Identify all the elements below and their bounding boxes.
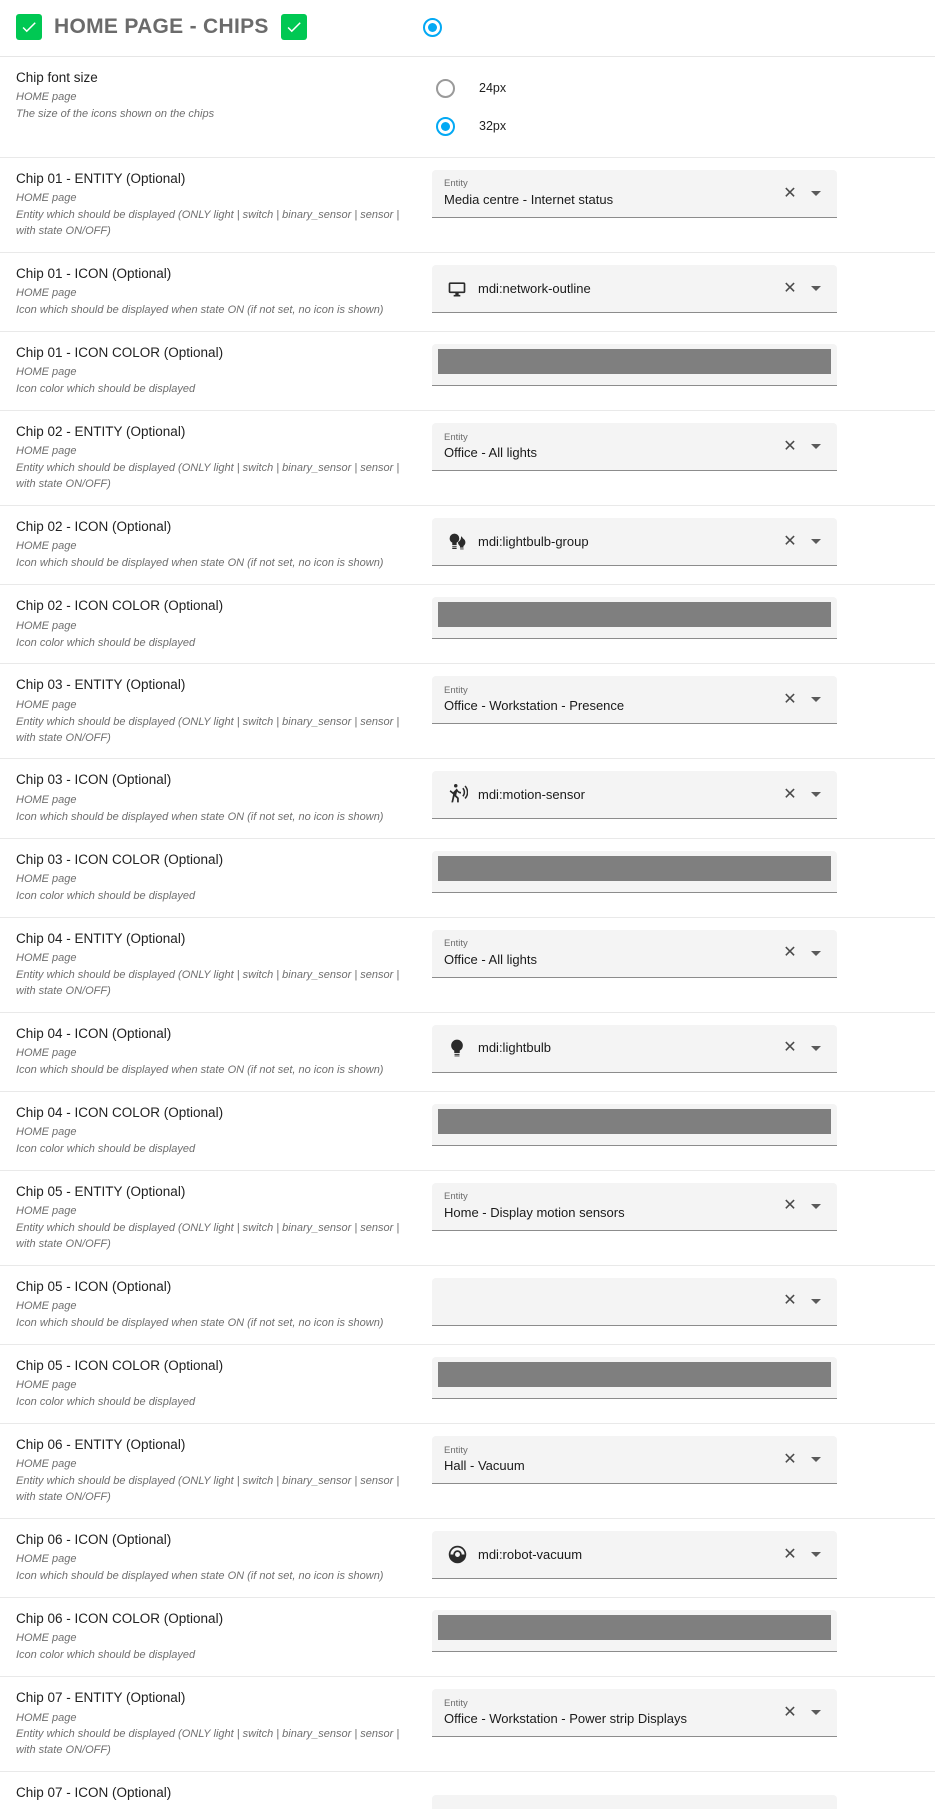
row-chip04-icon-labels (0, 1013, 432, 1091)
row-chip06-entity-labels (0, 1424, 432, 1518)
chip04-entity-text (444, 939, 771, 967)
label-chip05-icon-page: HOME page (16, 1300, 77, 1313)
label-chip05-entity: Chip 05 - ENTITY (Optional) (16, 1183, 186, 1199)
label-chip07-icon: Chip 07 - ICON (Optional) (16, 1785, 172, 1801)
label-chip03-color: Chip 03 - ICON COLOR (Optional) (16, 851, 224, 867)
clear-icon[interactable]: ✕ (777, 276, 803, 302)
chip04-entity-actions (777, 940, 829, 966)
label-chip05-color-page: HOME page (16, 1379, 77, 1392)
row-chip06-entity (0, 1424, 935, 1519)
label-chip-font-size-description: The size of the icons shown on the chips (16, 108, 215, 121)
row-chip04-color-control (432, 1092, 935, 1158)
row-chip06-color-labels (0, 1598, 432, 1676)
chip-font-size-radio-group (432, 57, 935, 157)
row-chip05-icon-labels (0, 1266, 432, 1344)
row-chip02-icon-control (432, 506, 935, 578)
chip02-entity-text (444, 433, 771, 461)
chip03-icon-actions (777, 782, 829, 808)
clear-icon[interactable]: ✕ (777, 1700, 803, 1726)
label-chip01-entity: Chip 01 - ENTITY (Optional) (16, 171, 186, 186)
chip04-entity-float-label: Entity (444, 939, 468, 950)
clear-icon[interactable]: ✕ (777, 940, 803, 966)
label-chip06-color: Chip 06 - ICON COLOR (Optional) (16, 1611, 224, 1627)
label-chip05-icon: Chip 05 - ICON (Optional) (16, 1278, 172, 1294)
row-chip02-color-labels (0, 585, 432, 663)
row-chip07-entity (0, 1677, 935, 1772)
chevron-down-icon[interactable] (803, 1700, 829, 1726)
row-chip03-color-control (432, 839, 935, 905)
chevron-down-icon[interactable] (803, 529, 829, 555)
color-swatch[interactable] (438, 856, 831, 881)
clear-icon[interactable]: ✕ (777, 1288, 803, 1314)
row-chip05-color (0, 1345, 935, 1424)
chip05-entity-select[interactable] (432, 1183, 837, 1231)
color-swatch[interactable] (438, 349, 831, 374)
chip01-icon-text (478, 281, 771, 297)
chip06-entity-actions (777, 1447, 829, 1473)
chip05-color-picker[interactable] (432, 1357, 837, 1399)
chip06-icon-text (478, 1547, 771, 1563)
label-chip01-icon-description: Icon which should be displayed when state ON (if not set, no icon is shown) (16, 304, 384, 317)
label-chip07-entity-description: Entity which should be displayed (ONLY light | switch | binary_sensor | sensor | with state ON/OFF) (16, 1728, 400, 1757)
chip03-entity-float-label: Entity (444, 685, 468, 696)
chip05-icon-select[interactable] (432, 1278, 837, 1326)
row-chip03-entity-labels (0, 664, 432, 758)
checkbox-checked-icon-left[interactable] (16, 14, 42, 40)
label-chip01-color-page: HOME page (16, 366, 77, 379)
row-chip06-entity-control (432, 1424, 935, 1496)
chip06-entity-value: Hall - Vacuum (444, 1458, 525, 1474)
label-chip01-color: Chip 01 - ICON COLOR (Optional) (16, 345, 224, 361)
chip04-icon-text (478, 1040, 771, 1056)
label-chip02-entity: Chip 02 - ENTITY (Optional) (16, 424, 186, 440)
chip01-entity-actions (777, 181, 829, 207)
clear-icon[interactable]: ✕ (777, 1193, 803, 1219)
label-chip01-icon: Chip 01 - ICON (Optional) (16, 266, 172, 282)
row-chip04-color-labels (0, 1092, 432, 1170)
label-chip03-icon-description: Icon which should be displayed when state ON (if not set, no icon is shown) (16, 810, 384, 823)
label-chip04-icon: Chip 04 - ICON (Optional) (16, 1025, 172, 1041)
row-chip02-color-control (432, 585, 935, 651)
chevron-down-icon[interactable] (803, 276, 829, 302)
chip05-entity-float-label: Entity (444, 1192, 468, 1203)
row-chip01-entity-labels (0, 158, 432, 252)
radio-24px-label: 24px (479, 81, 507, 95)
lightbulb-icon (444, 1038, 470, 1058)
label-chip06-icon-description: Icon which should be displayed when state ON (if not set, no icon is shown) (16, 1570, 384, 1583)
color-swatch[interactable] (438, 602, 831, 627)
label-chip02-color: Chip 02 - ICON COLOR (Optional) (16, 598, 224, 614)
label-chip02-icon-description: Icon which should be displayed when state ON (if not set, no icon is shown) (16, 557, 384, 570)
color-swatch[interactable] (438, 1109, 831, 1134)
chip05-entity-text (444, 1192, 771, 1220)
row-chip02-entity-labels (0, 411, 432, 505)
label-chip05-entity-page: HOME page (16, 1205, 77, 1218)
row-chip07-entity-labels (0, 1677, 432, 1771)
chip01-icon-value: mdi:network-outline (478, 280, 591, 296)
chip03-icon-value: mdi:motion-sensor (478, 787, 585, 803)
lightbulb-group-icon (444, 531, 470, 552)
clear-icon[interactable]: ✕ (777, 1542, 803, 1568)
row-chip06-icon (0, 1519, 935, 1598)
chip05-icon-actions (777, 1288, 829, 1314)
radio-32px-label: 32px (479, 119, 507, 133)
label-chip05-color-description: Icon color which should be displayed (16, 1396, 196, 1409)
row-chip05-entity-labels (0, 1171, 432, 1265)
motion-sensor-icon (444, 784, 470, 805)
label-chip03-color-description: Icon color which should be displayed (16, 889, 196, 902)
chip03-entity-select[interactable] (432, 676, 837, 724)
chip03-icon-text (478, 787, 771, 803)
row-chip02-color (0, 585, 935, 664)
chevron-down-icon[interactable] (803, 1288, 829, 1314)
label-chip05-entity-description: Entity which should be displayed (ONLY light | switch | binary_sensor | sensor | with state ON/OFF) (16, 1222, 400, 1250)
label-chip05-icon-description: Icon which should be displayed when state ON (if not set, no icon is shown) (16, 1317, 384, 1330)
chevron-down-icon[interactable] (803, 782, 829, 808)
row-chip04-entity-control (432, 918, 935, 990)
chip01-entity-select[interactable] (432, 170, 837, 218)
label-chip04-color: Chip 04 - ICON COLOR (Optional) (16, 1104, 224, 1120)
chip04-icon-select[interactable] (432, 1025, 837, 1073)
row-chip05-entity (0, 1171, 935, 1266)
checkbox-checked-icon-right[interactable] (281, 14, 307, 40)
label-chip04-icon-page: HOME page (16, 1046, 77, 1059)
row-chip02-entity-control (432, 411, 935, 483)
row-chip06-color (0, 1598, 935, 1677)
row-chip06-icon-labels (0, 1519, 432, 1597)
chip04-icon-actions (777, 1035, 829, 1061)
label-chip-font-size-page: HOME page (16, 91, 77, 104)
chip01-entity-text (444, 179, 771, 207)
chip03-color-picker[interactable] (432, 851, 837, 893)
chip02-icon-text (478, 534, 771, 550)
chip03-icon-select[interactable] (432, 771, 837, 819)
header-radio-selected[interactable] (423, 18, 442, 37)
chip07-entity-text (444, 1699, 771, 1727)
row-chip03-entity-control (432, 664, 935, 736)
chip06-icon-value: mdi:robot-vacuum (478, 1546, 583, 1562)
chip02-color-picker[interactable] (432, 597, 837, 639)
chip07-entity-value: Office - Workstation - Power strip Displays (444, 1711, 687, 1727)
row-chip02-icon-labels (0, 506, 432, 584)
row-chip02-icon (0, 506, 935, 585)
label-chip06-entity: Chip 06 - ENTITY (Optional) (16, 1437, 186, 1453)
chip02-entity-select[interactable] (432, 423, 837, 471)
chevron-down-icon[interactable] (803, 1193, 829, 1219)
row-chip03-color (0, 839, 935, 918)
label-chip02-icon: Chip 02 - ICON (Optional) (16, 519, 172, 535)
label-chip03-color-page: HOME page (16, 872, 77, 885)
label-chip03-entity-page: HOME page (16, 698, 77, 711)
label-chip03-icon: Chip 03 - ICON (Optional) (16, 772, 172, 788)
row-chip01-color (0, 332, 935, 411)
chip02-icon-select[interactable] (432, 518, 837, 566)
chip02-entity-actions (777, 434, 829, 460)
chip07-entity-actions (777, 1700, 829, 1726)
row-chip07-icon-control (432, 1772, 935, 1820)
row-chip07-icon-labels (0, 1772, 432, 1802)
label-chip02-color-description: Icon color which should be displayed (16, 636, 196, 649)
label-chip06-entity-description: Entity which should be displayed (ONLY light | switch | binary_sensor | sensor | with state ON/OFF) (16, 1475, 400, 1504)
chip04-entity-value: Office - All lights (444, 951, 537, 967)
row-chip05-icon (0, 1266, 935, 1345)
label-chip-font-size: Chip font size (16, 70, 98, 85)
row-chip01-entity-control (432, 158, 935, 230)
clear-icon[interactable]: ✕ (777, 529, 803, 555)
chip01-icon-select[interactable] (432, 265, 837, 313)
label-chip04-entity: Chip 04 - ENTITY (Optional) (16, 930, 186, 946)
label-chip06-icon-page: HOME page (16, 1553, 77, 1566)
label-chip02-entity-page: HOME page (16, 445, 77, 458)
chip03-entity-text (444, 686, 771, 714)
row-chip04-entity-labels (0, 918, 432, 1012)
label-chip04-color-description: Icon color which should be displayed (16, 1142, 196, 1155)
label-chip02-color-page: HOME page (16, 619, 77, 632)
header-radio-group (419, 18, 919, 37)
row-chip07-entity-control (432, 1677, 935, 1749)
label-chip01-entity-page: HOME page (16, 192, 77, 205)
label-chip01-icon-page: HOME page (16, 287, 77, 300)
chevron-down-icon[interactable] (803, 940, 829, 966)
clear-icon[interactable]: ✕ (777, 181, 803, 207)
color-swatch[interactable] (438, 1615, 831, 1640)
label-chip04-entity-page: HOME page (16, 951, 77, 964)
label-chip04-entity-description: Entity which should be displayed (ONLY light | switch | binary_sensor | sensor | with state ON/OFF) (16, 968, 400, 997)
chip06-entity-text (444, 1446, 771, 1474)
chip04-entity-select[interactable] (432, 930, 837, 978)
network-outline-icon (444, 279, 470, 299)
row-chip-font-size-labels (0, 57, 432, 135)
row-chip05-icon-control (432, 1266, 935, 1338)
row-chip03-color-labels (0, 839, 432, 917)
chip01-color-picker[interactable] (432, 344, 837, 386)
label-chip06-entity-page: HOME page (16, 1458, 77, 1471)
radio-32px[interactable] (436, 117, 455, 136)
chip04-icon-value: mdi:lightbulb (478, 1040, 551, 1056)
chip05-entity-value: Home - Display motion sensors (444, 1204, 625, 1220)
chevron-down-icon[interactable] (803, 434, 829, 460)
row-chip01-color-labels (0, 332, 432, 410)
label-chip01-color-description: Icon color which should be displayed (16, 383, 196, 396)
chevron-down-icon[interactable] (803, 1542, 829, 1568)
label-chip01-entity-description: Entity which should be displayed (ONLY light | switch | binary_sensor | sensor | with state ON/OFF) (16, 209, 400, 238)
chevron-down-icon[interactable] (803, 181, 829, 207)
radio-option-32px[interactable] (432, 107, 919, 145)
row-chip01-icon-labels (0, 253, 432, 331)
chip02-entity-value: Office - All lights (444, 445, 537, 461)
robot-vacuum-icon (444, 1544, 470, 1565)
row-chip04-icon-control (432, 1013, 935, 1085)
label-chip06-color-page: HOME page (16, 1632, 77, 1645)
label-chip02-entity-description: Entity which should be displayed (ONLY light | switch | binary_sensor | sensor | with state ON/OFF) (16, 462, 400, 491)
row-chip03-icon-labels (0, 759, 432, 837)
row-chip06-color-control (432, 1598, 935, 1664)
label-chip05-color: Chip 05 - ICON COLOR (Optional) (16, 1358, 224, 1373)
label-chip07-entity-page: HOME page (16, 1711, 77, 1724)
row-chip-font-size (0, 57, 935, 158)
clear-icon[interactable]: ✕ (777, 434, 803, 460)
chip06-entity-select[interactable] (432, 1436, 837, 1484)
row-chip05-color-labels (0, 1345, 432, 1423)
chip03-entity-actions (777, 687, 829, 713)
label-chip06-color-description: Icon color which should be displayed (16, 1649, 196, 1662)
section-header-row (0, 0, 935, 57)
row-chip03-entity (0, 664, 935, 759)
chevron-down-icon[interactable] (803, 1035, 829, 1061)
radio-option-24px[interactable] (432, 69, 919, 107)
chip07-entity-select[interactable] (432, 1689, 837, 1737)
label-chip07-entity: Chip 07 - ENTITY (Optional) (16, 1690, 186, 1706)
chip07-entity-float-label: Entity (444, 1698, 468, 1709)
row-chip04-icon (0, 1013, 935, 1092)
clear-icon[interactable]: ✕ (777, 687, 803, 713)
label-chip06-icon: Chip 06 - ICON (Optional) (16, 1532, 172, 1548)
radio-24px[interactable] (436, 79, 455, 98)
clear-icon[interactable]: ✕ (777, 1035, 803, 1061)
row-chip05-entity-control (432, 1171, 935, 1243)
row-chip05-color-control (432, 1345, 935, 1411)
row-chip06-icon-control (432, 1519, 935, 1591)
chip05-entity-actions (777, 1193, 829, 1219)
chip06-icon-select[interactable] (432, 1531, 837, 1579)
chip02-icon-value: mdi:lightbulb-group (478, 533, 589, 549)
row-chip03-icon-control (432, 759, 935, 831)
row-chip03-icon (0, 759, 935, 838)
label-chip02-icon-page: HOME page (16, 540, 77, 553)
chip07-icon-select[interactable] (432, 1795, 837, 1809)
label-chip04-color-page: HOME page (16, 1126, 77, 1138)
label-chip03-icon-page: HOME page (16, 793, 77, 806)
chip01-entity-float-label: Entity (444, 179, 468, 190)
row-chip04-entity (0, 918, 935, 1013)
row-chip07-icon (0, 1772, 935, 1820)
chevron-down-icon[interactable] (803, 1447, 829, 1473)
row-chip01-icon (0, 253, 935, 332)
chip06-icon-actions (777, 1542, 829, 1568)
row-chip04-color (0, 1092, 935, 1171)
row-chip01-entity (0, 158, 935, 253)
chip02-entity-float-label: Entity (444, 432, 468, 443)
clear-icon[interactable]: ✕ (777, 782, 803, 808)
row-chip01-color-control (432, 332, 935, 398)
chip06-color-picker[interactable] (432, 1610, 837, 1652)
color-swatch[interactable] (438, 1362, 831, 1387)
label-chip04-icon-description: Icon which should be displayed when state ON (if not set, no icon is shown) (16, 1063, 384, 1076)
chip02-icon-actions (777, 529, 829, 555)
label-chip03-entity-description: Entity which should be displayed (ONLY light | switch | binary_sensor | sensor | with state ON/OFF) (16, 715, 400, 744)
chevron-down-icon[interactable] (803, 687, 829, 713)
chip06-entity-float-label: Entity (444, 1445, 468, 1456)
label-chip03-entity: Chip 03 - ENTITY (Optional) (16, 677, 186, 693)
page-title: HOME PAGE - CHIPS (54, 15, 269, 38)
row-chip02-entity (0, 411, 935, 506)
row-chip01-icon-control (432, 253, 935, 325)
chip03-entity-value: Office - Workstation - Presence (444, 698, 625, 714)
clear-icon[interactable]: ✕ (777, 1447, 803, 1473)
chip01-entity-value: Media centre - Internet status (444, 191, 614, 207)
chip04-color-picker[interactable] (432, 1104, 837, 1146)
chip01-icon-actions (777, 276, 829, 302)
